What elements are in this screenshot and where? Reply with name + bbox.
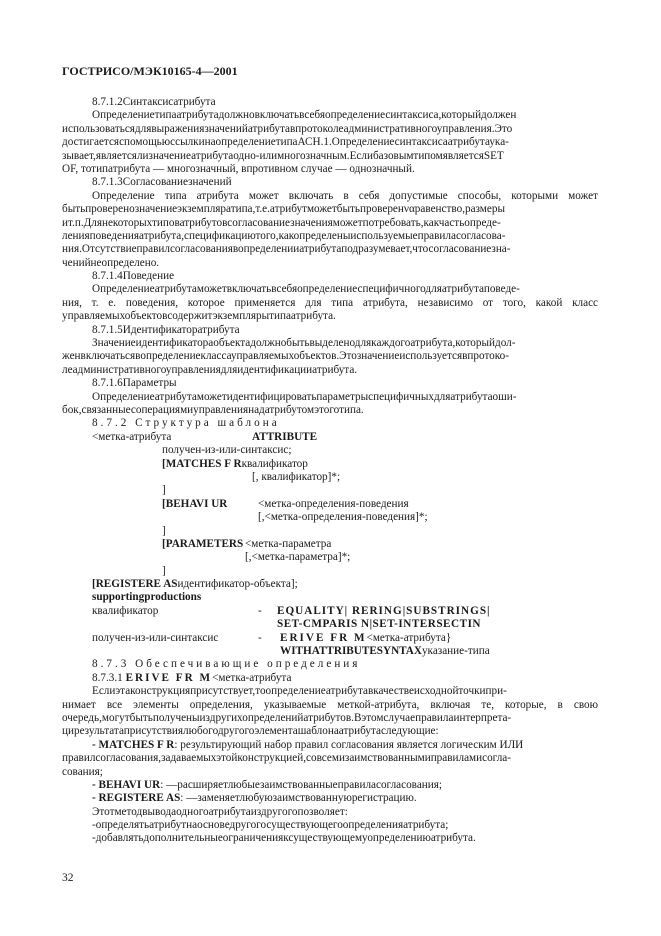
- template-line: [62, 484, 598, 497]
- supporting-productions: supportingproductions: [92, 591, 202, 604]
- text-line: ния.Отсутствиеправилсогласованиявопределенииатрибутаподразумевает,чтосогласованиезна-: [62, 243, 511, 256]
- behaviour-keyword: [BEHAVI UR: [162, 497, 228, 510]
- section-heading: 8.7.1.4Поведение: [92, 270, 175, 283]
- close-bracket: ]: [162, 484, 166, 497]
- matches-keyword: [MATCHES F R: [162, 457, 242, 470]
- behaviour-text: : —расширяетлюбыезаимствованныеправиласогласования;: [160, 778, 443, 791]
- registered-text: : —заменяетлюбуюзаимствованнуюрегистрацию.: [180, 792, 417, 805]
- text-line: Определениетипаатрибутадолжновключатьвсебяопределениесинтаксиса,которыйдолжен: [92, 109, 517, 122]
- list-item: -добавлятьдополнительныеограниченияксуществующемуопределениюатрибута.: [92, 832, 476, 845]
- text-line: Этотметодвыводаодногоатрибутаиздругогопозволяет:: [92, 805, 348, 818]
- text-line: ченийнеопределено.: [62, 256, 160, 269]
- close-bracket: ]: [162, 564, 166, 577]
- template-line: [62, 458, 598, 471]
- subsection-number: 8.7.3.1: [92, 671, 126, 684]
- section-heading: 8.7.3 Обеспечивающие определения: [92, 658, 361, 671]
- text-line: [62, 792, 598, 805]
- text-line: [62, 779, 598, 792]
- document-header: ГОСТРИСО/МЭК10165-4—2001: [62, 64, 238, 78]
- text-line: ит.п.Длянекоторыхтиповатрибутовсогласованиезначенияможетпотребовать,какчастьопреде-: [62, 216, 501, 229]
- attribute-keyword: ATTRIBUTE: [252, 430, 318, 443]
- template-line: [62, 471, 598, 484]
- template-line: [62, 444, 598, 457]
- text-line: сования;: [62, 765, 103, 778]
- template-line: [62, 525, 598, 538]
- text-line: Еслиэтаконструкцияприсутствует,тоопределениеатрибутавкачествеисходнойточкипри-: [92, 685, 507, 698]
- text-line: ленияповеденияатрибута,спецификациютого,какопределеныиспользуемыеправиласогласова-: [62, 229, 506, 242]
- template-line: [62, 591, 598, 604]
- section-heading: 8.7.2 Структура шаблона: [92, 417, 280, 430]
- text-line: Значениеидентификатораобъектадолжнобытьвыделенодлякаждогоатрибута,которыйдол-: [92, 337, 516, 350]
- matches-text: : результирующий набор правил согласования является логическим ИЛИ: [174, 738, 524, 751]
- text-line: использоватьсядлявыражениязначенийатрибутавпротоколеадминистративногоуправления.Это: [62, 122, 513, 135]
- registered-keyword: [REGISTERE AS: [92, 578, 178, 591]
- list-item: -определятьатрибутнаосноведругогосуществующегоопределенияатрибута;: [92, 819, 449, 832]
- text-line: ния, т. е. поведения, которое применяется для типа атрибута, независимо от того, какой класс: [62, 296, 598, 309]
- section-heading: 8.7.1.2Синтаксисатрибута: [92, 96, 216, 108]
- text-line: правилсогласования,задаваемыхэтойконструкцией,совсемизаимствованнымиправиламисогла-: [62, 752, 511, 765]
- template-line: [62, 632, 598, 645]
- text-line: женвключатьсявопределениеклассауправляемыхобъектов.Этозначениеиспользуетсявпротоко-: [62, 350, 509, 363]
- text-line: бытьпроверенозначениеэкземпляратипа,т.е.атрибутможетбытьпроверенναравенство,размеры: [62, 203, 505, 216]
- page-number: 32: [62, 872, 74, 884]
- qualifier-values: EQUALITY| RERING|SUBSTRINGS|: [277, 604, 491, 617]
- derive-keyword: ERIVE FR M: [125, 671, 213, 684]
- text-line: достигаетсяспомощьюссылкинаопределениетипаАСН.1.Определениесинтаксисаатрибутаука-: [62, 136, 509, 149]
- text-line: бок,связанныесоперациямиуправлениянадатрибутомэтоготипа.: [62, 403, 364, 416]
- section-heading: 8.7.1.5Идентификатоpатрибута: [92, 323, 240, 336]
- subsection-heading: [62, 672, 598, 685]
- template-line: [62, 605, 598, 618]
- parameters-keyword: [PARAMETERS: [162, 537, 244, 550]
- text-line: очередь,могутбытьполученыиздругихопределенийатрибутов.Вэтомслучаеправилаинтерпрета-: [62, 711, 512, 724]
- derive-arg: <метка-атрибута}: [366, 631, 452, 644]
- text-line: Определениеатрибутаможетидентифицироватьпараметрыспецифичныхдляатрибутаоши-: [92, 390, 517, 403]
- text-line: OF, тотипатрибута — многозначный, впротивном случае — однозначный.: [62, 162, 415, 175]
- template-line: [62, 431, 598, 444]
- matches-keyword: - MATCHES F R: [92, 738, 175, 751]
- section-heading: 8.7.1.3Согласованиезначений: [92, 176, 232, 189]
- derived-label: получен-из-или-синтаксис: [92, 631, 219, 644]
- registered-keyword: - REGISTERE AS: [92, 792, 181, 805]
- with-syntax-keyword: WITHATTRIBUTESYNTAX: [280, 645, 422, 658]
- qualifier-values: SET-CMPARIS N|SET-INTERSECTIN: [277, 618, 481, 631]
- text-line: зывает,являетсялизначениеатрибутаодно-илимногозначным.ЕслибазовымтипомявляетсяSET: [62, 149, 504, 162]
- matches-clause: [162, 458, 308, 471]
- derive-keyword: ERIVE FR M: [280, 631, 367, 644]
- template-line: [62, 498, 598, 511]
- matches-arg: квалификатор: [241, 457, 308, 470]
- with-syntax-arg: указание-типа: [421, 645, 490, 658]
- parameters-repeat: [,<метка-параметра]*;: [245, 551, 351, 564]
- section-heading: 8.7.1.6Параметры: [92, 377, 177, 390]
- template-line: [62, 551, 598, 564]
- text-line: Определение типа атрибута может включать в себя допустимые способы, которыми может: [92, 189, 598, 202]
- template-line: [62, 511, 598, 524]
- template-line: [62, 578, 598, 591]
- dash: -: [258, 604, 262, 617]
- template-line: [62, 618, 598, 631]
- text-line: нимает все элементы определения, указываемые меткой-атрибута, включая те, которые, в свою: [62, 698, 598, 711]
- attribute-label: <метка-атрибута: [92, 430, 172, 443]
- behaviour-arg: <метка-определения-поведения: [258, 497, 409, 510]
- parameters-arg: <метка-параметра: [245, 537, 332, 550]
- behaviour-keyword: - BEHAVI UR: [92, 778, 161, 791]
- text-line: цирезультатаприсутствиялюбогодругогоэлементашаблонаатрибутаследующие:: [62, 725, 439, 738]
- template-line: [62, 645, 598, 658]
- dash: -: [258, 631, 262, 644]
- close-bracket: ]: [162, 524, 166, 537]
- template-line: [62, 565, 598, 578]
- text-line: [62, 739, 598, 752]
- derive-arg: <метка-атрибута: [212, 671, 292, 684]
- matches-repeat: [, квалификатор]*;: [252, 470, 341, 483]
- derived-clause: получен-из-или-синтаксис;: [162, 444, 292, 457]
- text-line: управляемыхобъектовсодержитэкземплярытипаатрибута.: [62, 310, 336, 323]
- behaviour-repeat: [,<метка-определения-поведения]*;: [258, 511, 428, 524]
- registered-arg: идентификатор-объекта];: [177, 578, 298, 591]
- document-body: [62, 96, 598, 846]
- template-line: [62, 538, 598, 551]
- text-line: леадминистративногоуправлениядляидентификацииатрибута.: [62, 363, 358, 376]
- qualifier-label: квалификатор: [92, 604, 159, 617]
- text-line: Определениеатрибутаможетвключатьвсебяопределениеспецифичногодляатрибутаповеде-: [92, 283, 520, 296]
